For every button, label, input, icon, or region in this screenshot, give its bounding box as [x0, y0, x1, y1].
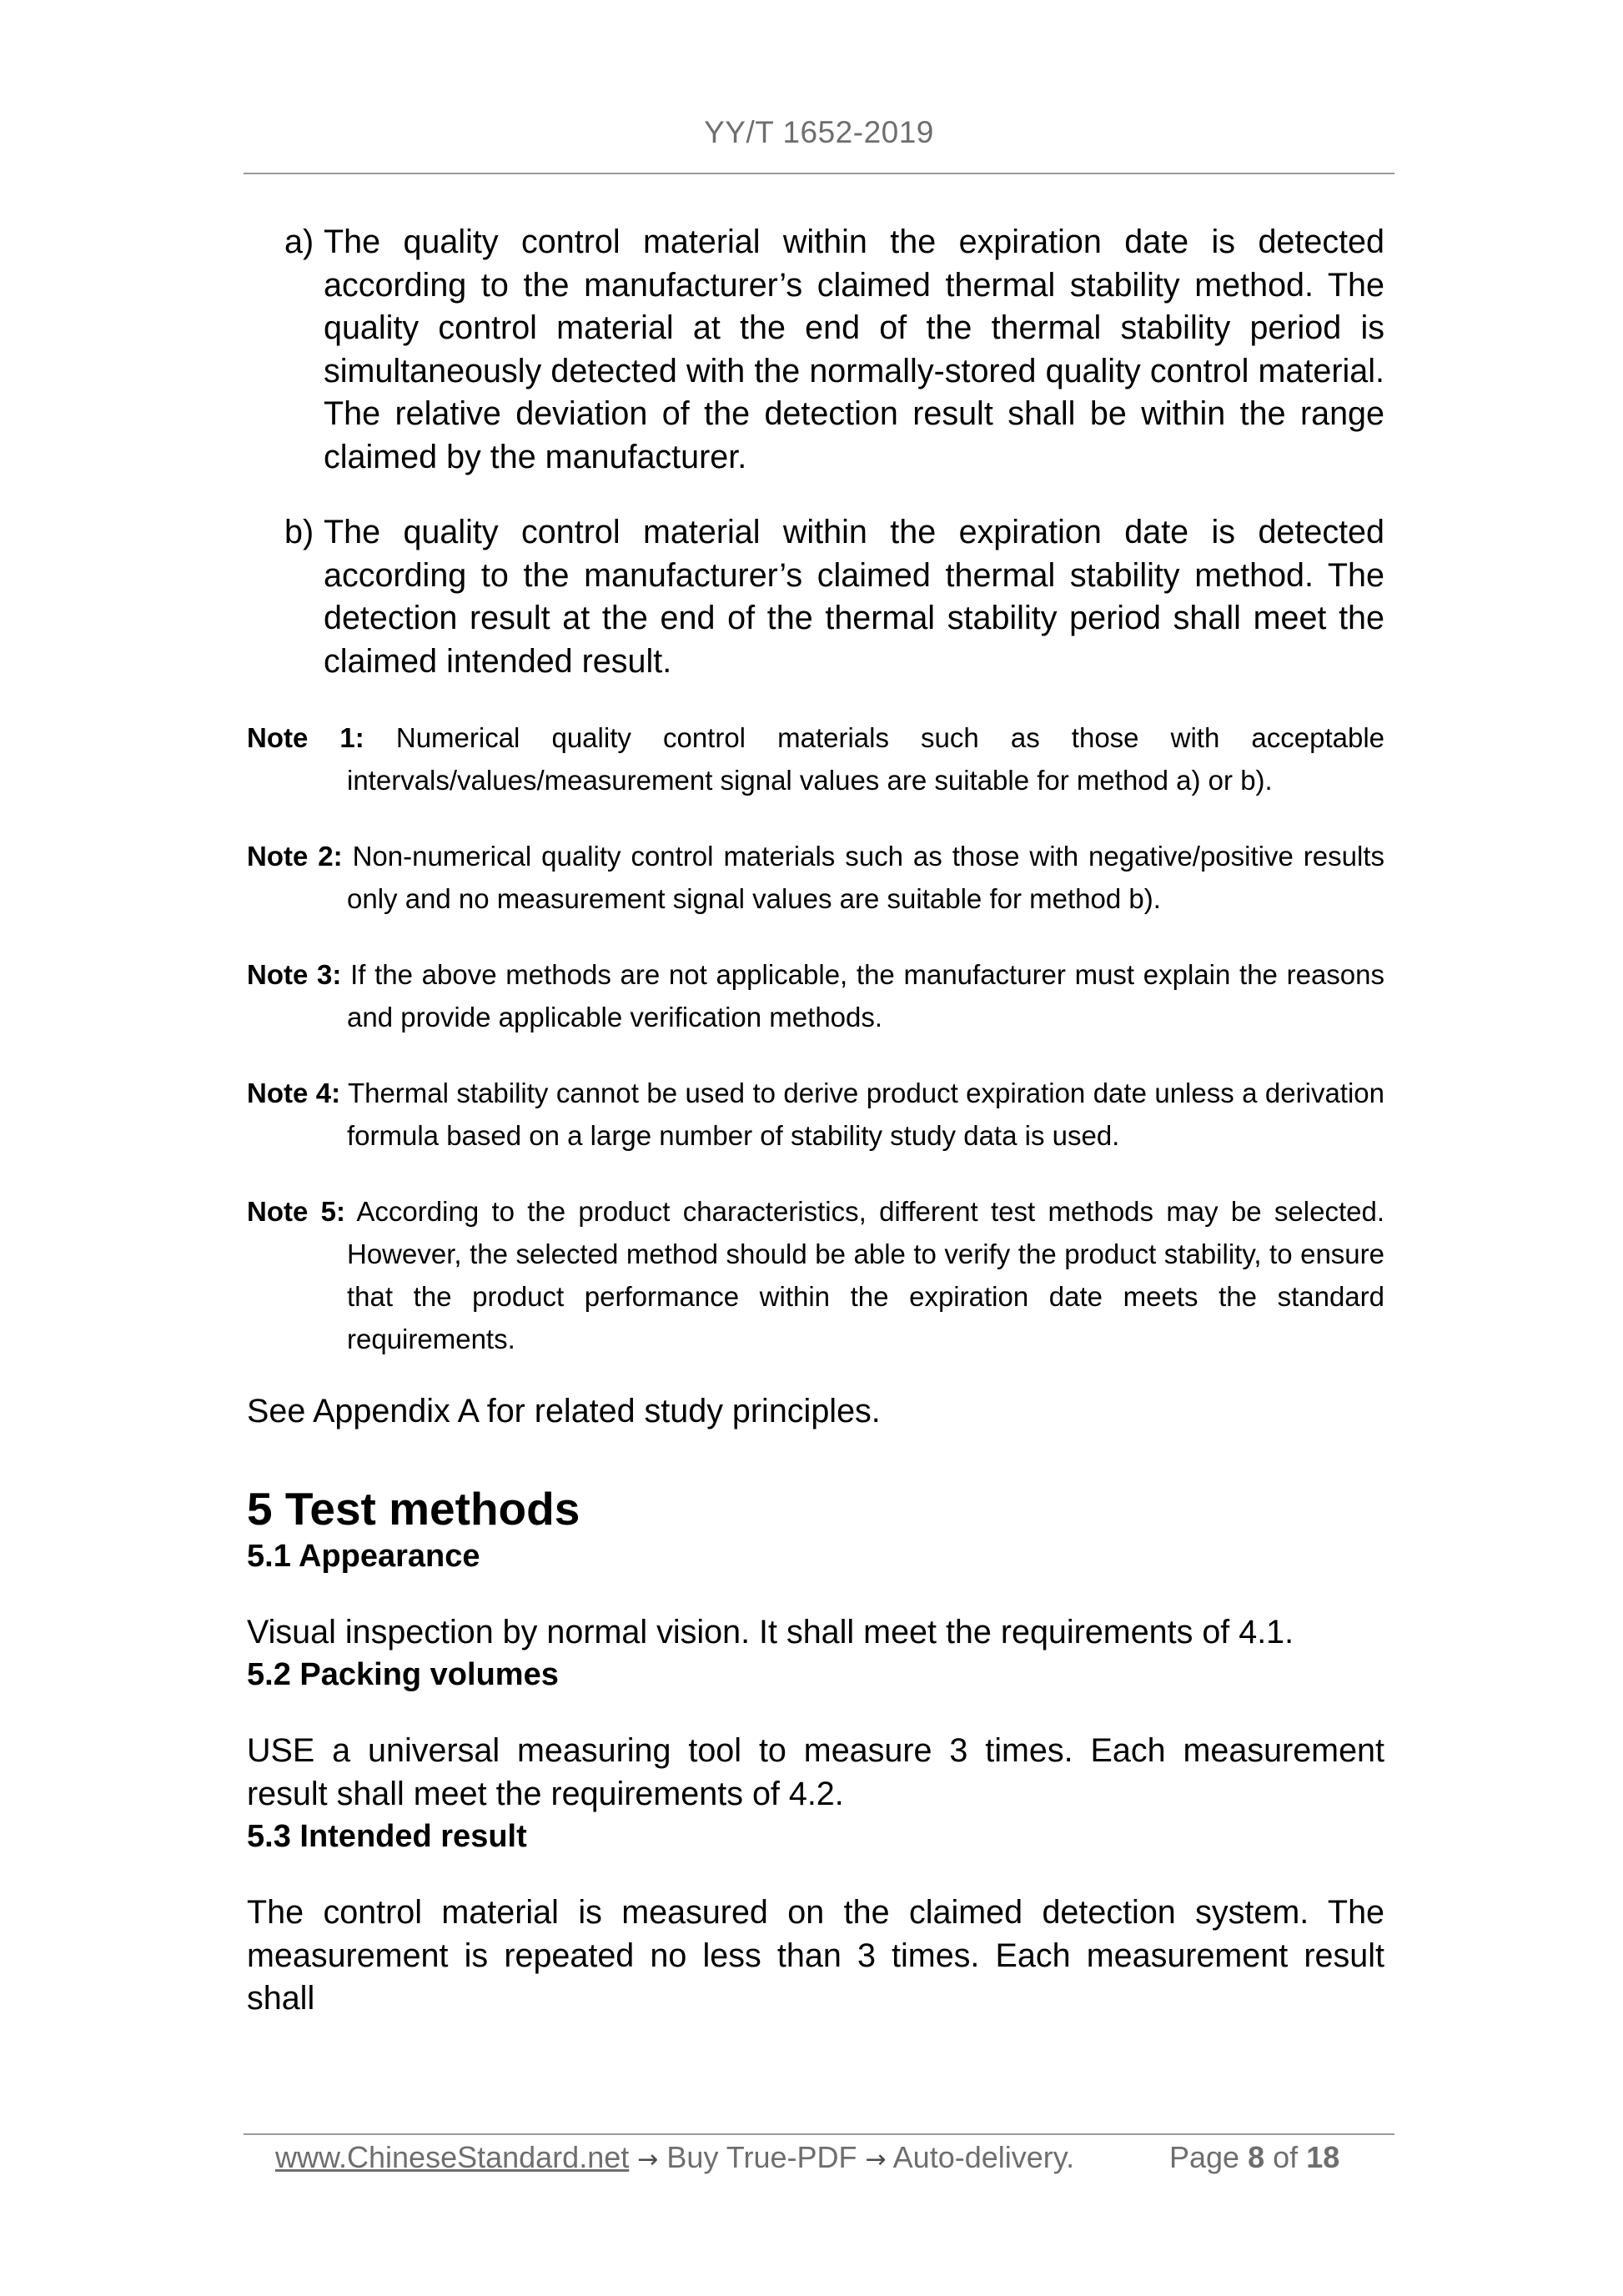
- note-2: [247, 835, 1384, 920]
- current-page: 8: [1248, 2140, 1265, 2174]
- list-marker-a: a): [284, 224, 314, 260]
- of-label: of: [1273, 2140, 1299, 2174]
- subsection-heading-5-1: 5.1 Appearance: [247, 1538, 480, 1574]
- footer: [275, 2131, 1074, 2187]
- note-label: Note 1:: [247, 722, 364, 753]
- list-text-a: The quality control material within the expiration date is detected according to the manufacturer’s claimed thermal stability method. The quality control material at the end of the thermal stability period is simultaneously detected with the normally-stored quality control material. The relative deviation of the detection result shall be within the range claimed by the manufacturer.: [324, 224, 1384, 475]
- note-label: Note 3:: [247, 959, 342, 990]
- document-header: YY/T 1652-2019: [704, 115, 934, 149]
- page-number: [1169, 2131, 1339, 2184]
- note-1: [247, 716, 1384, 801]
- note-text: Non-numerical quality control materials such as those with negative/positive results only and no measurement signal values are suitable for method b).: [347, 841, 1384, 914]
- header-divider: [244, 173, 1394, 174]
- note-label: Note 4:: [247, 1078, 341, 1108]
- auto-delivery-text: Auto-delivery.: [892, 2140, 1075, 2174]
- note-label: Note 2:: [247, 841, 343, 872]
- appendix-reference: See Appendix A for related study principles.: [247, 1393, 881, 1429]
- total-pages: 18: [1306, 2140, 1340, 2174]
- subsection-text-5-3: The control material is measured on the claimed detection system. The measurement is repeated no less than 3 times. Each measurement result shall: [247, 1894, 1384, 2017]
- page-label: Page: [1169, 2140, 1240, 2174]
- section-heading-5: 5 Test methods: [247, 1482, 580, 1535]
- list-marker-b: b): [284, 514, 314, 550]
- page-content: [247, 221, 1384, 2021]
- note-text: According to the product characteristics, different test methods may be selected. However, the selected method should be able to verify the product stability, to ensure that the product performance within the expiration date meets the standard requirements.: [347, 1196, 1384, 1354]
- subsection-heading-5-2: 5.2 Packing volumes: [247, 1657, 559, 1692]
- note-text: Numerical quality control materials such as those with acceptable intervals/values/measurement signal values are suitable for method a) or b).: [347, 722, 1384, 796]
- list-text-b: The quality control material within the expiration date is detected according to the manufacturer’s claimed thermal stability method. The detection result at the end of the thermal stability period shall meet the claimed intended result.: [324, 514, 1384, 680]
- note-3: [247, 953, 1384, 1038]
- note-text: If the above methods are not applicable, the manufacturer must explain the reasons and provide applicable verification methods.: [347, 959, 1385, 1032]
- note-5: [247, 1190, 1384, 1360]
- note-4: [247, 1072, 1384, 1157]
- arrow-right-icon: →: [865, 2145, 887, 2174]
- note-text: Thermal stability cannot be used to derive product expiration date unless a derivation formula based on a large number of stability study data is used.: [347, 1078, 1385, 1151]
- subsection-text-5-2: USE a universal measuring tool to measure 3 times. Each measurement result shall meet the requirements of 4.2.: [247, 1732, 1384, 1812]
- list-item-b: [247, 511, 1384, 683]
- subsection-text-5-1: Visual inspection by normal vision. It shall meet the requirements of 4.1.: [247, 1613, 1294, 1650]
- arrow-right-icon: →: [637, 2145, 659, 2174]
- buy-pdf-text: Buy True-PDF: [666, 2140, 857, 2174]
- subsection-heading-5-3: 5.3 Intended result: [247, 1819, 527, 1854]
- website-link[interactable]: www.ChineseStandard.net: [275, 2140, 630, 2174]
- note-label: Note 5:: [247, 1196, 345, 1227]
- list-item-a: [247, 221, 1384, 479]
